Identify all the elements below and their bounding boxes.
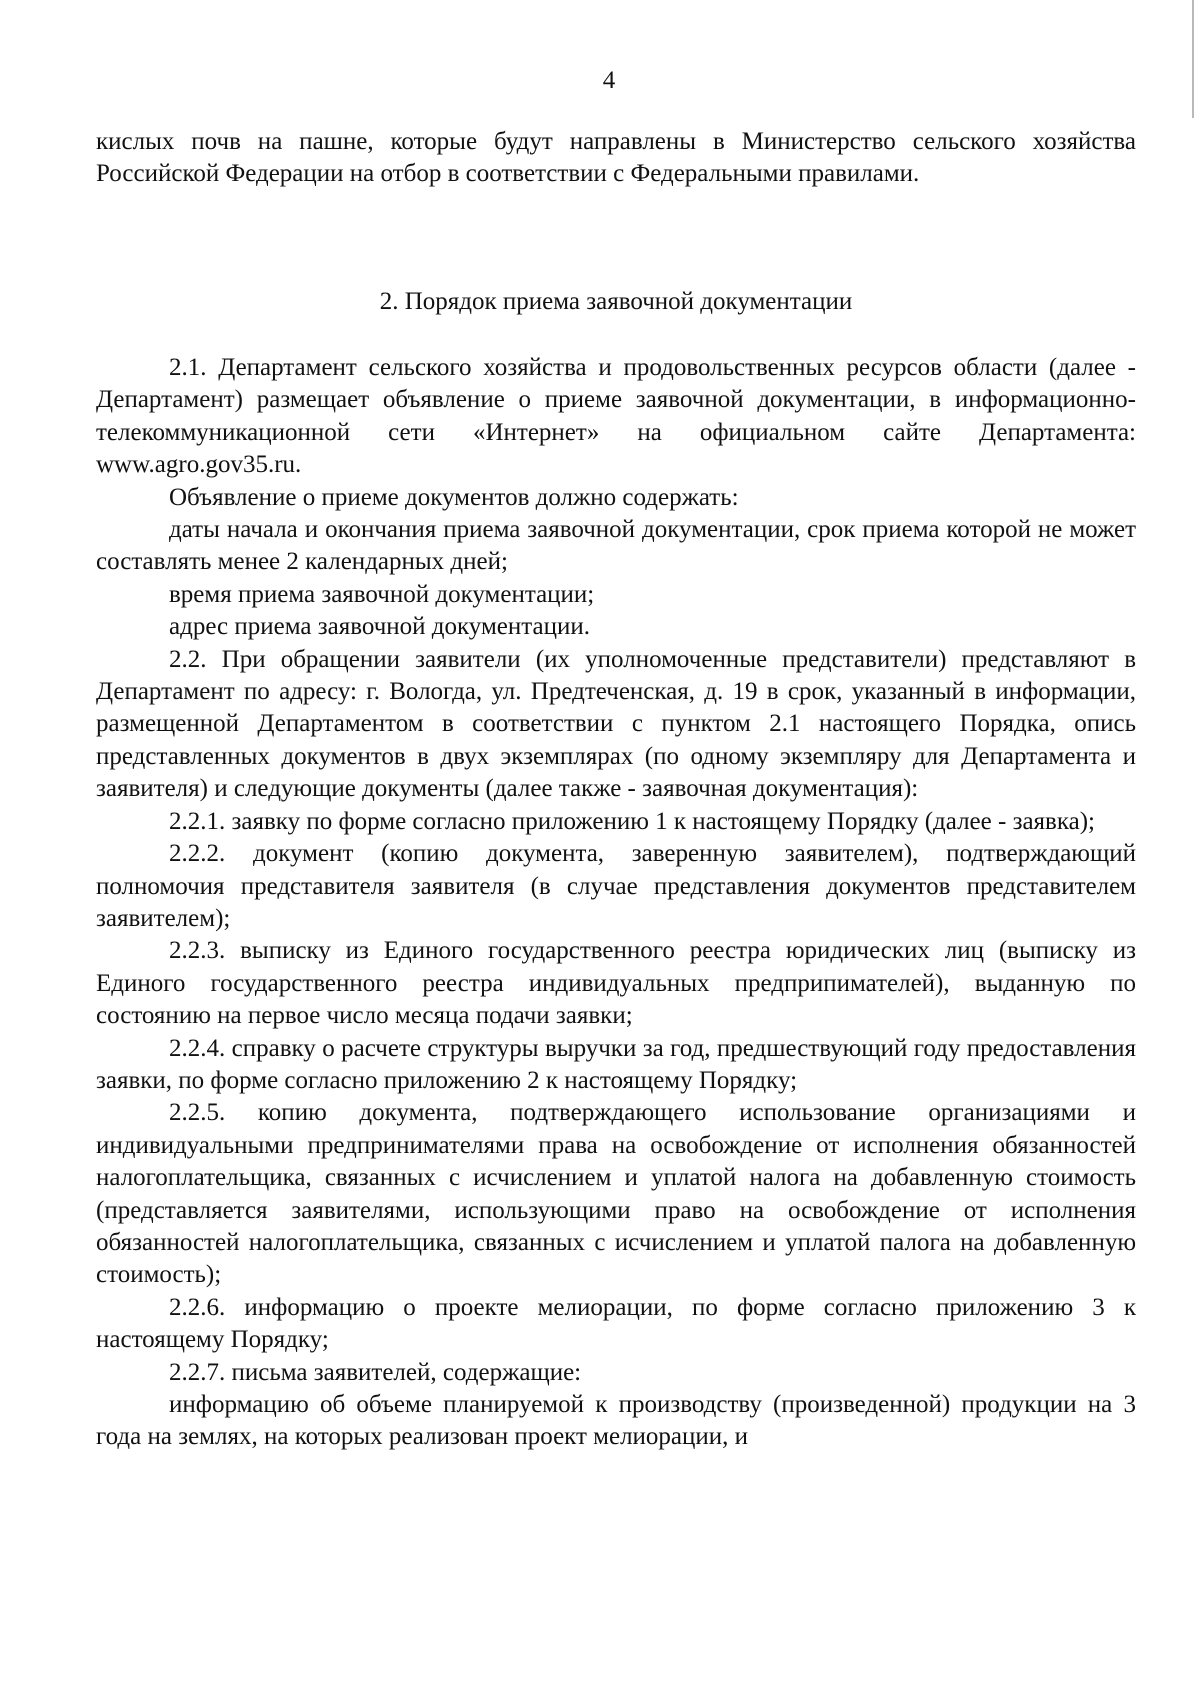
paragraph: 2.2.3. выписку из Единого государственного реестра юридических лиц (выписку из Единого государственного реестра индивидуальных предприпимателей), выданную по состоянию на первое число месяца подачи заявки; xyxy=(96,937,1136,1030)
paragraph: 2.2.2. документ (копию документа, заверенную заявителем), подтверждающий полномочия представителя заявителя (в случае представления документов представителем заявителем); xyxy=(96,840,1136,932)
paragraph: 2.1. Департамент сельского хозяйства и продовольственных ресурсов области (далее - Департамент) размещает объявление о приеме заявочной документации, в информационно-телекоммуникационной сети «Интернет» на официальном сайте Департамента: www.agro.gov35.ru. xyxy=(96,354,1136,479)
page-number: 4 xyxy=(602,67,616,94)
paragraph: 2.2.5. копию документа, подтверждающего использование организациями и индивидуальными предпринимателями права на освобождение от исполнения обязанностей налогоплательщика, связанных с исчислением и уплатой налога на добавленную стоимость (представляется заявителями, использующими право на освобождение от исполнения обязанностей налогоплательщика, связанных с исчислением и уплатой палога на добавленную стоимость); xyxy=(96,1099,1136,1289)
paragraph: информацию об объеме планируемой к производству (произведенной) продукции на 3 года на землях, на которых реализован проект мелиорации, и xyxy=(96,1391,1136,1451)
paragraph: 2.2.1. заявку по форме согласно приложению 1 к настоящему Порядку (далее - заявка); xyxy=(169,807,1095,835)
paragraph: 2.2. При обращении заявители (их уполномоченные представители) представляют в Департамент по адресу: г. Вологда, ул. Предтеченская, д. 19 в срок, указанный в информации, размещенной Департаментом в соответствии с пунктом 2.1 настоящего Порядка, опись представленных документов в двух экземплярах (по одному экземпляру для Департамента и заявителя) и следующие документы (далее также - заявочная документация): xyxy=(96,645,1136,803)
paragraph: адрес приема заявочной документации. xyxy=(169,613,590,641)
section-heading-block xyxy=(96,286,1136,318)
paragraph: 2.2.6. информацию о проекте мелиорации, по форме согласно приложению 3 к настоящему Порядку; xyxy=(96,1293,1136,1354)
section-body xyxy=(96,352,1136,1454)
paragraph: даты начала и окончания приема заявочной документации, срок приема которой не может составлять менее 2 календарных дней; xyxy=(96,516,1136,576)
scan-edge-line xyxy=(1192,0,1194,118)
continuation-block xyxy=(96,126,1136,191)
section-heading: 2. Порядок приема заявочной документации xyxy=(379,288,853,315)
paragraph: Объявление о приеме документов должно содержать: xyxy=(169,483,739,511)
paragraph: время приема заявочной документации; xyxy=(169,580,595,608)
continuation-paragraph: кислых почв на пашне, которые будут направлены в Министерство сельского хозяйства Российской Федерации на отбор в соответствии с Федеральными правилами. xyxy=(96,128,1136,188)
paragraph: 2.2.4. справку о расчете структуры выручки за год, предшествующий году предоставления заявки, по форме согласно приложению 2 к настоящему Порядку; xyxy=(96,1034,1136,1094)
paragraph: 2.2.7. письма заявителей, содержащие: xyxy=(169,1358,582,1386)
